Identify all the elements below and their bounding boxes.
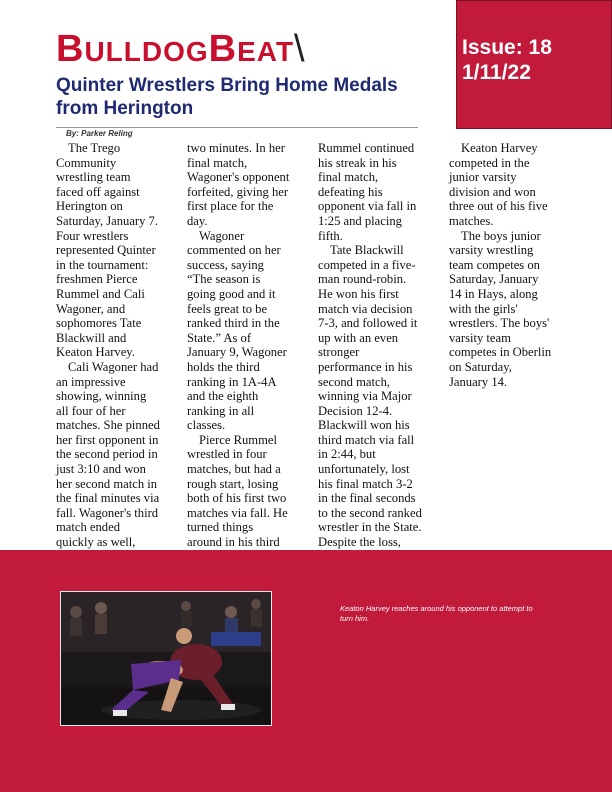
paragraph: Wagoner commented on her success, saying “The season is going good and it feels great to be ranked third in the State.” As of January 9, Wagoner holds the third ranking in 1A-4A and the eighth ranking in all classes. bbox=[187, 228, 287, 433]
wrestling-photo bbox=[60, 591, 272, 726]
paragraph: Rummel continued his streak in his final match, defeating his opponent via fall in 1:25 and placing fifth. bbox=[318, 141, 417, 243]
paragraph: Tate Blackwill competed in a five-man round-robin. He won his first match via decision 7-3, and followed it up with an even stronger performance in his second match, winning via Major Decision 12-4. Blackwill won his third match via fall in 2:44, but unfortunately, lost his final match 3-2 in the final seconds to the second ranked wrestler in the State. Despite the loss, bbox=[318, 243, 422, 550]
article-headline: Quinter Wrestlers Bring Home Medals from Herington bbox=[56, 75, 398, 119]
photo-caption: Keaton Harvey reaches around his opponent to attempt to turn him. bbox=[340, 604, 533, 623]
paragraph: The boys junior varsity wrestling team competes on Saturday, January 14 in Hays, along with the girls' wrestlers. The boys' varsity team competes in Oberlin on Saturday, January 14. bbox=[449, 228, 552, 389]
wrestling-photo-image bbox=[61, 592, 271, 725]
article-column-1 bbox=[56, 141, 160, 579]
masthead-word-ulldog: ULLDOG bbox=[84, 36, 209, 67]
masthead-letter-b2: B bbox=[208, 28, 238, 70]
masthead-letter-b: B bbox=[56, 28, 85, 70]
article-column-3 bbox=[318, 141, 422, 593]
issue-info bbox=[462, 35, 552, 85]
paragraph: The Trego Community wrestling team faced off against Herington on Saturday, January 7. Four wrestlers represented Quinter in the tournament: freshmen Pierce Rummel and Cali Wagoner, and sophomores Tate Blackwill and Keaton Harvey. bbox=[56, 141, 159, 360]
masthead-logo bbox=[56, 30, 306, 68]
byline: By: Parker Reling bbox=[66, 129, 133, 138]
article-column-2 bbox=[187, 141, 291, 593]
masthead-slash: \ bbox=[294, 28, 306, 70]
headline-divider bbox=[56, 127, 418, 128]
issue-number: Issue: 18 bbox=[462, 36, 552, 59]
paragraph: Pierce Rummel wrestled in four matches, but had a rough start, losing both of his first two matches via fall. He turned things around in his third bbox=[187, 432, 288, 550]
paragraph: Keaton Harvey competed in the junior varsity division and won three out of his five matches. bbox=[449, 141, 548, 228]
issue-date: 1/11/22 bbox=[462, 61, 531, 84]
masthead-word-eat: EAT bbox=[237, 36, 295, 67]
paragraph: Cali Wagoner had an impressive showing, winning all four of her matches. She pinned her first opponent in the second period in just 3:10 and won her second match in the final minutes via fall. Wagoner's third match ended quickly as well, bbox=[56, 359, 160, 550]
paragraph: two minutes. In her final match, Wagoner's opponent forfeited, giving her first place for the day. bbox=[187, 141, 290, 228]
article-column-4 bbox=[449, 141, 553, 389]
